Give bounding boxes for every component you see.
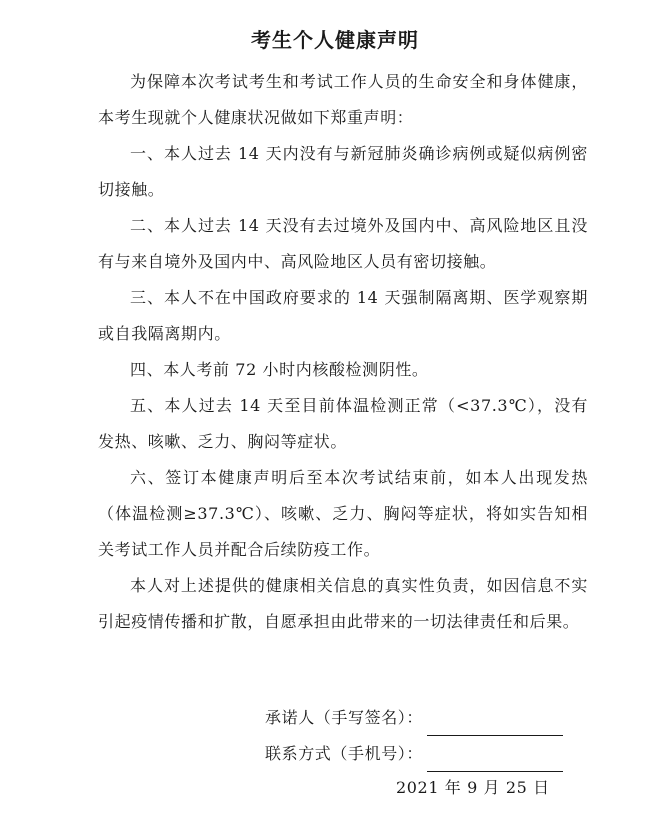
clause-6: 六、签订本健康声明后至本次考试结束前，如本人出现发热（体温检测≥37.3℃）、咳嗽、乏力、胸闷等症状，将如实告知相关考试工作人员并配合后续防疫工作。 [98,468,588,559]
clause-5: 五、本人过去 14 天至目前体温检测正常（<37.3℃），没有发热、咳嗽、乏力、胸闷等症状。 [98,396,588,451]
clause-2: 二、本人过去 14 天没有去过境外及国内中、高风险地区且没有与来自境外及国内中、高风险地区人员有密切接触。 [98,216,588,271]
document-title: 考生个人健康声明 [251,28,419,52]
clause-3: 三、本人不在中国政府要求的 14 天强制隔离期、医学观察期或自我隔离期内。 [98,288,588,343]
signature-row [265,700,563,736]
signature-block [265,700,563,772]
phone-label: 联系方式（手机号）： [265,744,424,763]
phone-row [265,736,563,772]
phone-line[interactable] [427,745,563,772]
signature-line[interactable] [427,709,563,736]
declaration-body [98,64,588,640]
clause-4: 四、本人考前 72 小时内核酸检测阴性。 [130,360,429,379]
clause-1: 一、本人过去 14 天内没有与新冠肺炎确诊病例或疑似病例密切接触。 [98,144,588,199]
intro-paragraph: 为保障本次考试考生和考试工作人员的生命安全和身体健康，本考生现就个人健康状况做如下郑重声明： [98,72,588,127]
signature-label: 承诺人（手写签名）： [265,708,424,727]
closing-paragraph: 本人对上述提供的健康相关信息的真实性负责，如因信息不实引起疫情传播和扩散，自愿承担由此带来的一切法律责任和后果。 [98,576,588,631]
declaration-date: 2021 年 9 月 25 日 [396,778,550,797]
